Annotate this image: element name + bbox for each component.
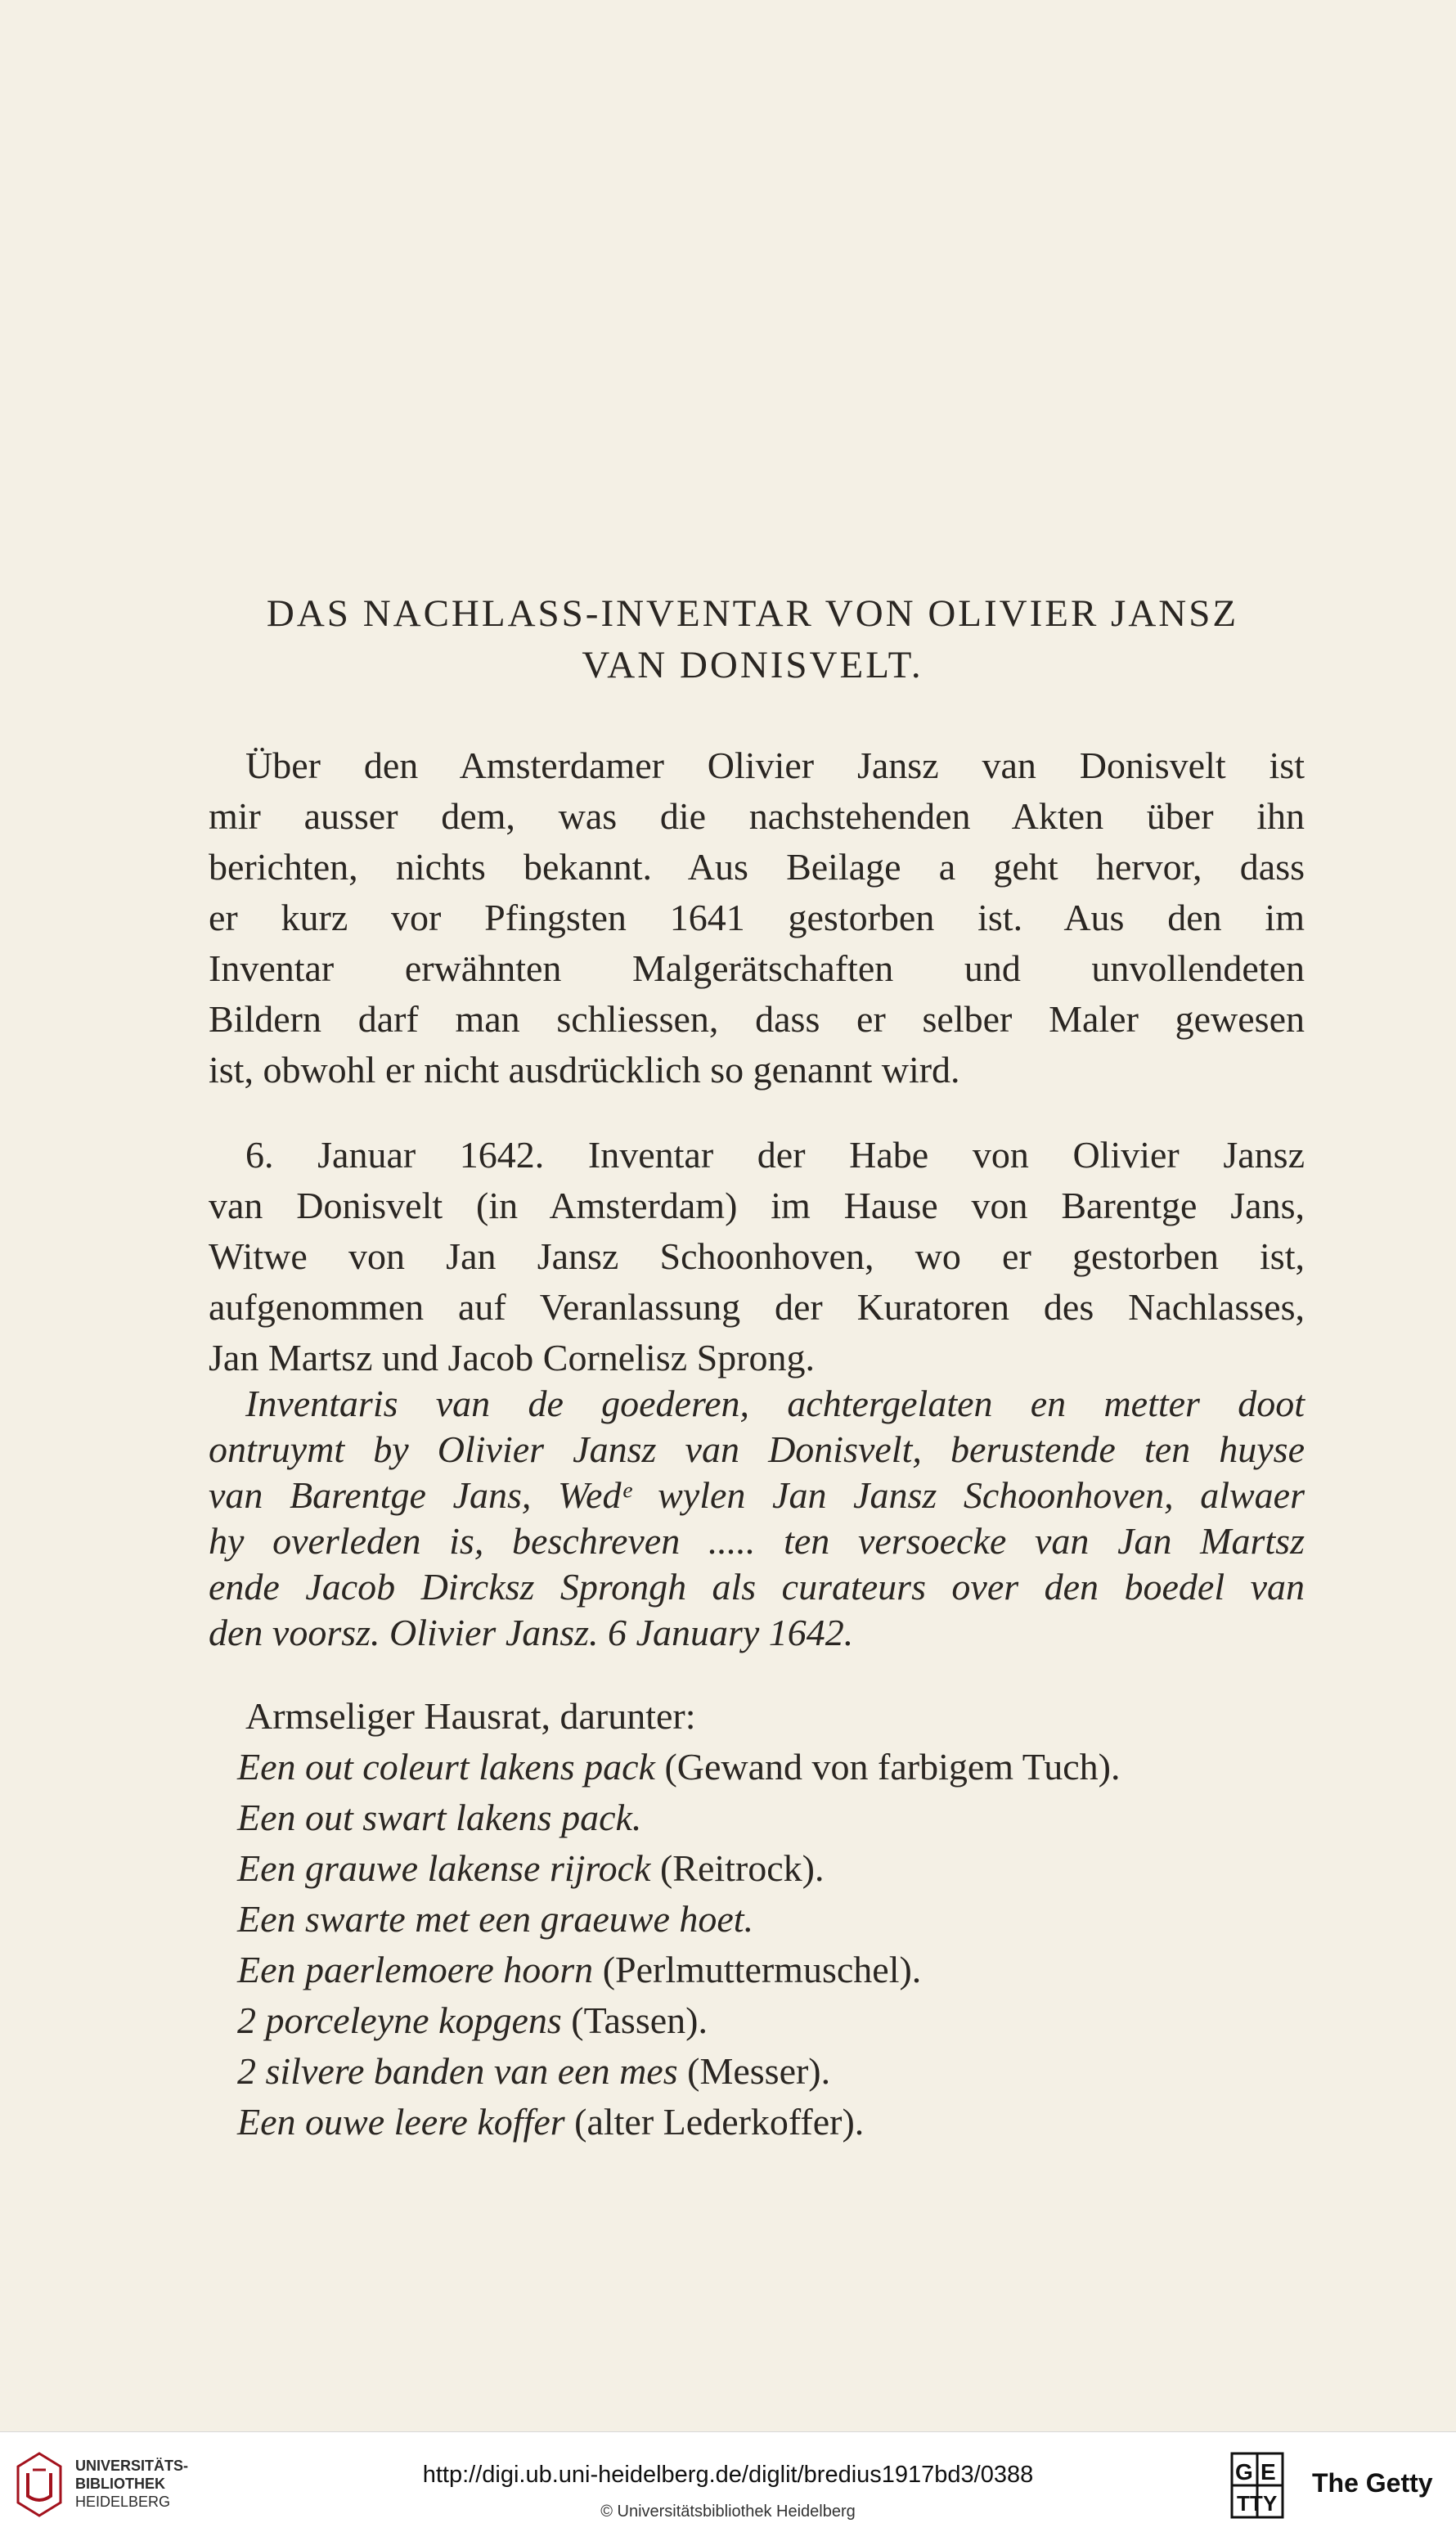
quote-line: van Barentge Jans, Wedᵉ wylen Jan Jansz Schoonhoven, alwaer [209,1474,1305,1516]
quote-line: hy overleden is, beschreven ..... ten versoecke van Jan Martsz [209,1520,1305,1562]
intro-line: Bildern darf man schliessen, dass er selber Maler gewesen [209,998,1305,1040]
ub-name-line: HEIDELBERG [75,2494,171,2510]
list-item-dutch: Een out swart lakens pack. [237,1797,642,1838]
entry-line: Jan Martsz und Jacob Cornelisz Sprong. [209,1337,815,1378]
ub-name-line: BIBLIOTHEK [75,2476,165,2492]
list-item-dutch: Een grauwe lakense rijrock [237,1847,651,1889]
document-title-line-2: VAN DONISVELT. [582,644,923,686]
intro-line: er kurz vor Pfingsten 1641 gestorben ist. Aus den im [209,897,1305,938]
intro-line: Über den Amsterdamer Olivier Jansz van Donisvelt ist [245,744,1305,786]
intro-line: mir ausser dem, was die nachstehenden Akten über ihn [209,795,1305,837]
intro-line: ist, obwohl er nicht ausdrücklich so genannt wird. [209,1049,960,1091]
entry-line: aufgenommen auf Veranlassung der Kuratoren des Nachlasses, [209,1286,1305,1328]
list-item-dutch: Een out coleurt lakens pack [237,1746,655,1788]
copyright-notice: © Universitätsbibliothek Heidelberg [600,2503,856,2521]
quote-line: den voorsz. Olivier Jansz. 6 January 1642. [209,1612,854,1653]
svg-text:E: E [1261,2459,1276,2485]
ub-name-line: UNIVERSITÄTS- [75,2458,189,2474]
list-item-dutch: 2 silvere banden van een mes [237,2050,678,2092]
document-title-line-1: DAS NACHLASS-INVENTAR VON OLIVIER JANSZ [266,592,1239,635]
svg-text:Y: Y [1263,2491,1278,2516]
list-item-dutch: Een ouwe leere koffer [237,2101,565,2143]
entry-line: 6. Januar 1642. Inventar der Habe von Olivier Jansz [245,1134,1305,1176]
svg-text:G: G [1235,2459,1253,2485]
list-item-note: (Reitrock). [650,1847,825,1889]
list-item-note: (Tassen). [561,1999,708,2041]
list-item [237,2049,830,2094]
quote-line: ontruymt by Olivier Jansz van Donisvelt, berustende ten huyse [209,1428,1305,1470]
list-item-note: (alter Lederkoffer). [564,2101,865,2143]
list-item-dutch: Een swarte met een graeuwe hoet. [237,1898,754,1940]
list-item-note: (Gewand von farbigem Tuch). [654,1746,1121,1788]
entry-line: van Donisvelt (in Amsterdam) im Hause von Barentge Jans, [209,1185,1305,1226]
quote-line: Inventaris van de goederen, achtergelaten en metter doot [245,1383,1305,1424]
getty-logo-icon [1229,2450,1286,2521]
list-item [237,1744,1120,1790]
intro-line: berichten, nichts bekannt. Aus Beilage a geht hervor, dass [209,846,1305,888]
list-item [237,1947,921,1993]
permalink-url[interactable]: http://digi.ub.uni-heidelberg.de/diglit/bredius1917bd3/0388 [422,2462,1034,2488]
svg-text:TT: TT [1237,2491,1263,2516]
list-item [237,1795,641,1841]
list-item [237,1896,753,1942]
entry-line: Witwe von Jan Jansz Schoonhoven, wo er gestorben ist, [209,1235,1305,1277]
viewer-footer [0,2431,1456,2541]
list-item-note: (Messer). [677,2050,831,2092]
list-item-dutch: Een paerlemoere hoorn [237,1949,594,1990]
list-heading: Armseliger Hausrat, darunter: [245,1695,696,1737]
list-item [237,2099,864,2145]
intro-line: Inventar erwähnten Malgerätschaften und unvollendeten [209,947,1305,989]
list-item-dutch: 2 porceleyne kopgens [237,1999,562,2041]
list-item [237,1846,824,1891]
getty-name: The Getty [1312,2468,1433,2498]
list-item-note: (Perlmuttermuschel). [593,1949,922,1990]
quote-line: ende Jacob Dircksz Sprongh als curateurs over den boedel van [209,1566,1305,1608]
list-item [237,1998,708,2044]
